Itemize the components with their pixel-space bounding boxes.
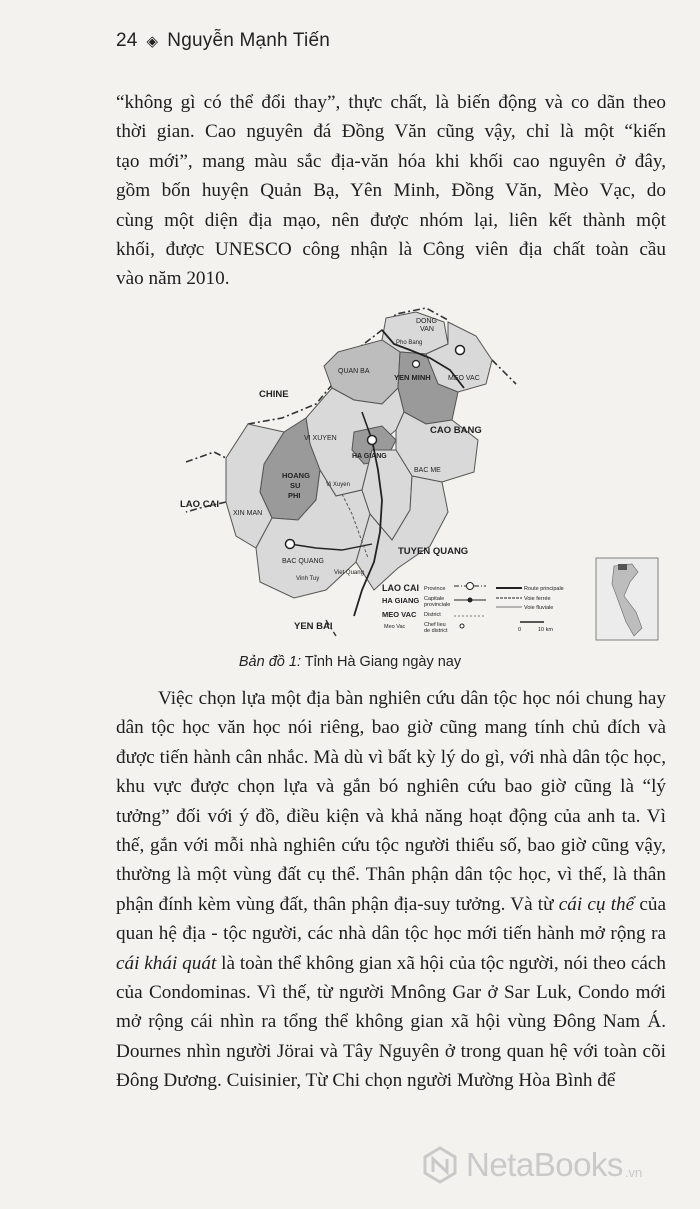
text-line: cùng một diện địa mạo, nên được nhóm lại, liên kết thành một	[116, 209, 666, 231]
legend-symbol	[467, 583, 474, 590]
district-label: QUAN BA	[338, 368, 370, 375]
italic-run: cái cụ thể	[558, 893, 635, 915]
district-label: DONG	[416, 318, 437, 325]
text-run: của quan hệ địa - tộc người, các nhà dân tộc học mới tiến hành mở rộng ra	[116, 893, 666, 945]
text-line: vào năm 2010.	[116, 268, 230, 290]
italic-run: cái khái quát	[116, 952, 217, 974]
netabooks-logo-icon	[420, 1145, 460, 1185]
region-label: YEN BAI	[294, 621, 333, 632]
diamond-icon: ◈	[146, 33, 159, 50]
caption-lead: Bản đồ 1:	[238, 654, 301, 670]
district-label: BAC QUANG	[282, 558, 325, 565]
district-label: XIN MAN	[233, 510, 263, 517]
text-line: gồm bốn huyện Quản Bạ, Yên Minh, Đồng Văn, Mèo Vạc, do	[116, 180, 666, 202]
region-label: CAO BANG	[430, 425, 482, 436]
caption-text: Tỉnh Hà Giang ngày nay	[300, 654, 462, 670]
legend-label: Route principale	[524, 586, 564, 592]
district-label: SU	[290, 481, 301, 490]
capital-marker	[368, 436, 377, 445]
map-legend	[382, 583, 564, 635]
paragraph-top	[116, 88, 666, 294]
watermark-suffix: .vn	[624, 1164, 643, 1180]
map-caption	[0, 654, 700, 670]
district-label: Vi Xuyen	[326, 482, 350, 488]
page-number: 24	[116, 30, 138, 51]
legend-label: Voie fluviale	[524, 605, 554, 611]
district-label: MEO VAC	[448, 375, 480, 382]
legend-label: provinciale	[424, 602, 451, 608]
watermark-brand: NetaBooks	[466, 1146, 623, 1183]
district-label: YEN MINH	[394, 373, 431, 382]
watermark	[420, 1145, 642, 1185]
text-line: khối, được UNESCO công nhận là Công viên địa chất toàn cầu	[116, 239, 666, 261]
legend-label: MEO VAC	[382, 610, 417, 619]
district-label: VAN	[420, 326, 434, 333]
text-line: thời gian. Cao nguyên đá Đồng Văn cũng vậy, chỉ là một “kiến	[116, 121, 666, 143]
legend-label: Capitale	[424, 596, 445, 602]
legend-label: HA GIANG	[382, 596, 420, 605]
text-line: “không gì có thể đổi thay”, thực chất, là biến động và co dãn theo	[116, 92, 666, 113]
legend-label: Voie ferrée	[524, 596, 551, 602]
capital-marker	[456, 346, 465, 355]
district-label: PHI	[288, 491, 301, 500]
district-label: Viet Quang	[334, 570, 364, 576]
district-label: BAC ME	[414, 467, 441, 474]
scale-label: 10 km	[538, 627, 553, 633]
author-name: Nguyễn Mạnh Tiến	[167, 30, 330, 51]
legend-symbol	[468, 598, 473, 603]
legend-label: de district	[424, 628, 448, 634]
text-run: là toàn thể không gian xã hội của tộc người, nói theo cách của Condominas. Vì thế, từ người Mnông Gar ở Sar Luk, Condo mới mở rộng cái nhìn ra tổng thể không gian xã hội vùng Đông Nam Á. Dournes nhìn người Jörai và Tây Nguyên ở trong quan hệ với toàn cõi Đông Dương. Cuisinier, Từ Chi chọn người Mường Hòa Bình để	[116, 952, 666, 1092]
scale-label: 0	[518, 627, 522, 633]
region-label: TUYEN QUANG	[398, 546, 469, 557]
legend-label: Meo Vac	[384, 624, 406, 630]
district-label: Pho Bang	[396, 340, 423, 346]
district-label: VI XUYEN	[304, 435, 337, 442]
legend-symbol	[460, 624, 464, 628]
legend-label: LAO CAI	[382, 583, 419, 593]
legend-label: District	[424, 612, 441, 618]
ha-giang-map	[180, 300, 660, 645]
district-label: HA GIANG	[352, 453, 387, 460]
region-label: LAO CAI	[180, 499, 220, 510]
legend-label: Province	[424, 586, 446, 592]
inset-map	[596, 558, 658, 640]
paragraph-main	[116, 684, 666, 1096]
district-label: Vinh Tuy	[296, 576, 320, 582]
inset-highlight	[618, 564, 627, 570]
district-label: HOANG	[282, 471, 310, 480]
text-run: Việc chọn lựa một địa bàn nghiên cứu dân tộc học nói chung hay dân tộc học văn học nói riêng, bao giờ cũng mang tính chủ đích và được tiến hành cân nhắc. Mà dù vì bất kỳ lý do gì, với nhà dân tộc học, khu vực được chọn lựa và gắn bó nghiên cứu bao giờ cũng là “lý tưởng” đối với ý đồ, điều kiện và khả năng hoạt động của anh ta. Vì thế, gắn với mỗi nhà nghiên cứu tộc người thiểu số, bao giờ cũng vậy, thường là một vùng đất cụ thể. Thân phận dân tộc học, vì thế, là thân phận đính kèm vùng đất, thân phận địa-suy tưởng. Và từ	[116, 688, 666, 915]
capital-marker	[286, 540, 295, 549]
capital-marker	[413, 361, 420, 368]
region-label: CHINE	[259, 389, 289, 400]
legend-label: Chef lieu	[424, 622, 446, 628]
running-header	[116, 30, 330, 52]
paragraph-body	[116, 684, 666, 1096]
text-line: tạo mới”, mang màu sắc địa-văn hóa khi khối cao nguyên ở đây,	[116, 150, 666, 172]
